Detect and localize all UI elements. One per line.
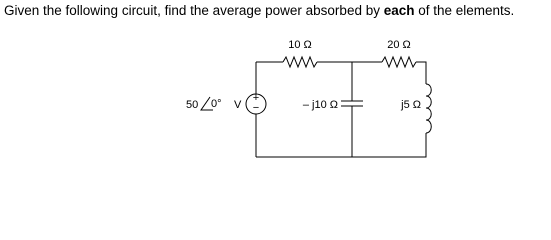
question-suffix: of the elements. [414, 3, 515, 18]
source-magnitude: 50 [186, 99, 199, 111]
source-angle: 0° [211, 98, 222, 110]
source-unit: V [234, 99, 242, 111]
resistor-20-ohm-label: 20 Ω [387, 39, 411, 51]
inductor-label: j5 Ω [401, 99, 421, 111]
capacitor-label: – j10 Ω [302, 99, 338, 111]
resistor-20-ohm [382, 57, 416, 67]
wire-bottom [256, 133, 426, 157]
resistor-10-ohm [283, 57, 317, 67]
question-emphasis: each [383, 3, 415, 18]
source-plus-sign: + [252, 92, 260, 104]
resistor-10-ohm-label: 10 Ω [288, 39, 312, 51]
inductor-coil [426, 84, 431, 133]
question-prefix: Given the following circuit, find the average power absorbed by [4, 3, 384, 18]
wire-top-right [416, 62, 426, 84]
source-minus-sign: − [252, 102, 260, 114]
